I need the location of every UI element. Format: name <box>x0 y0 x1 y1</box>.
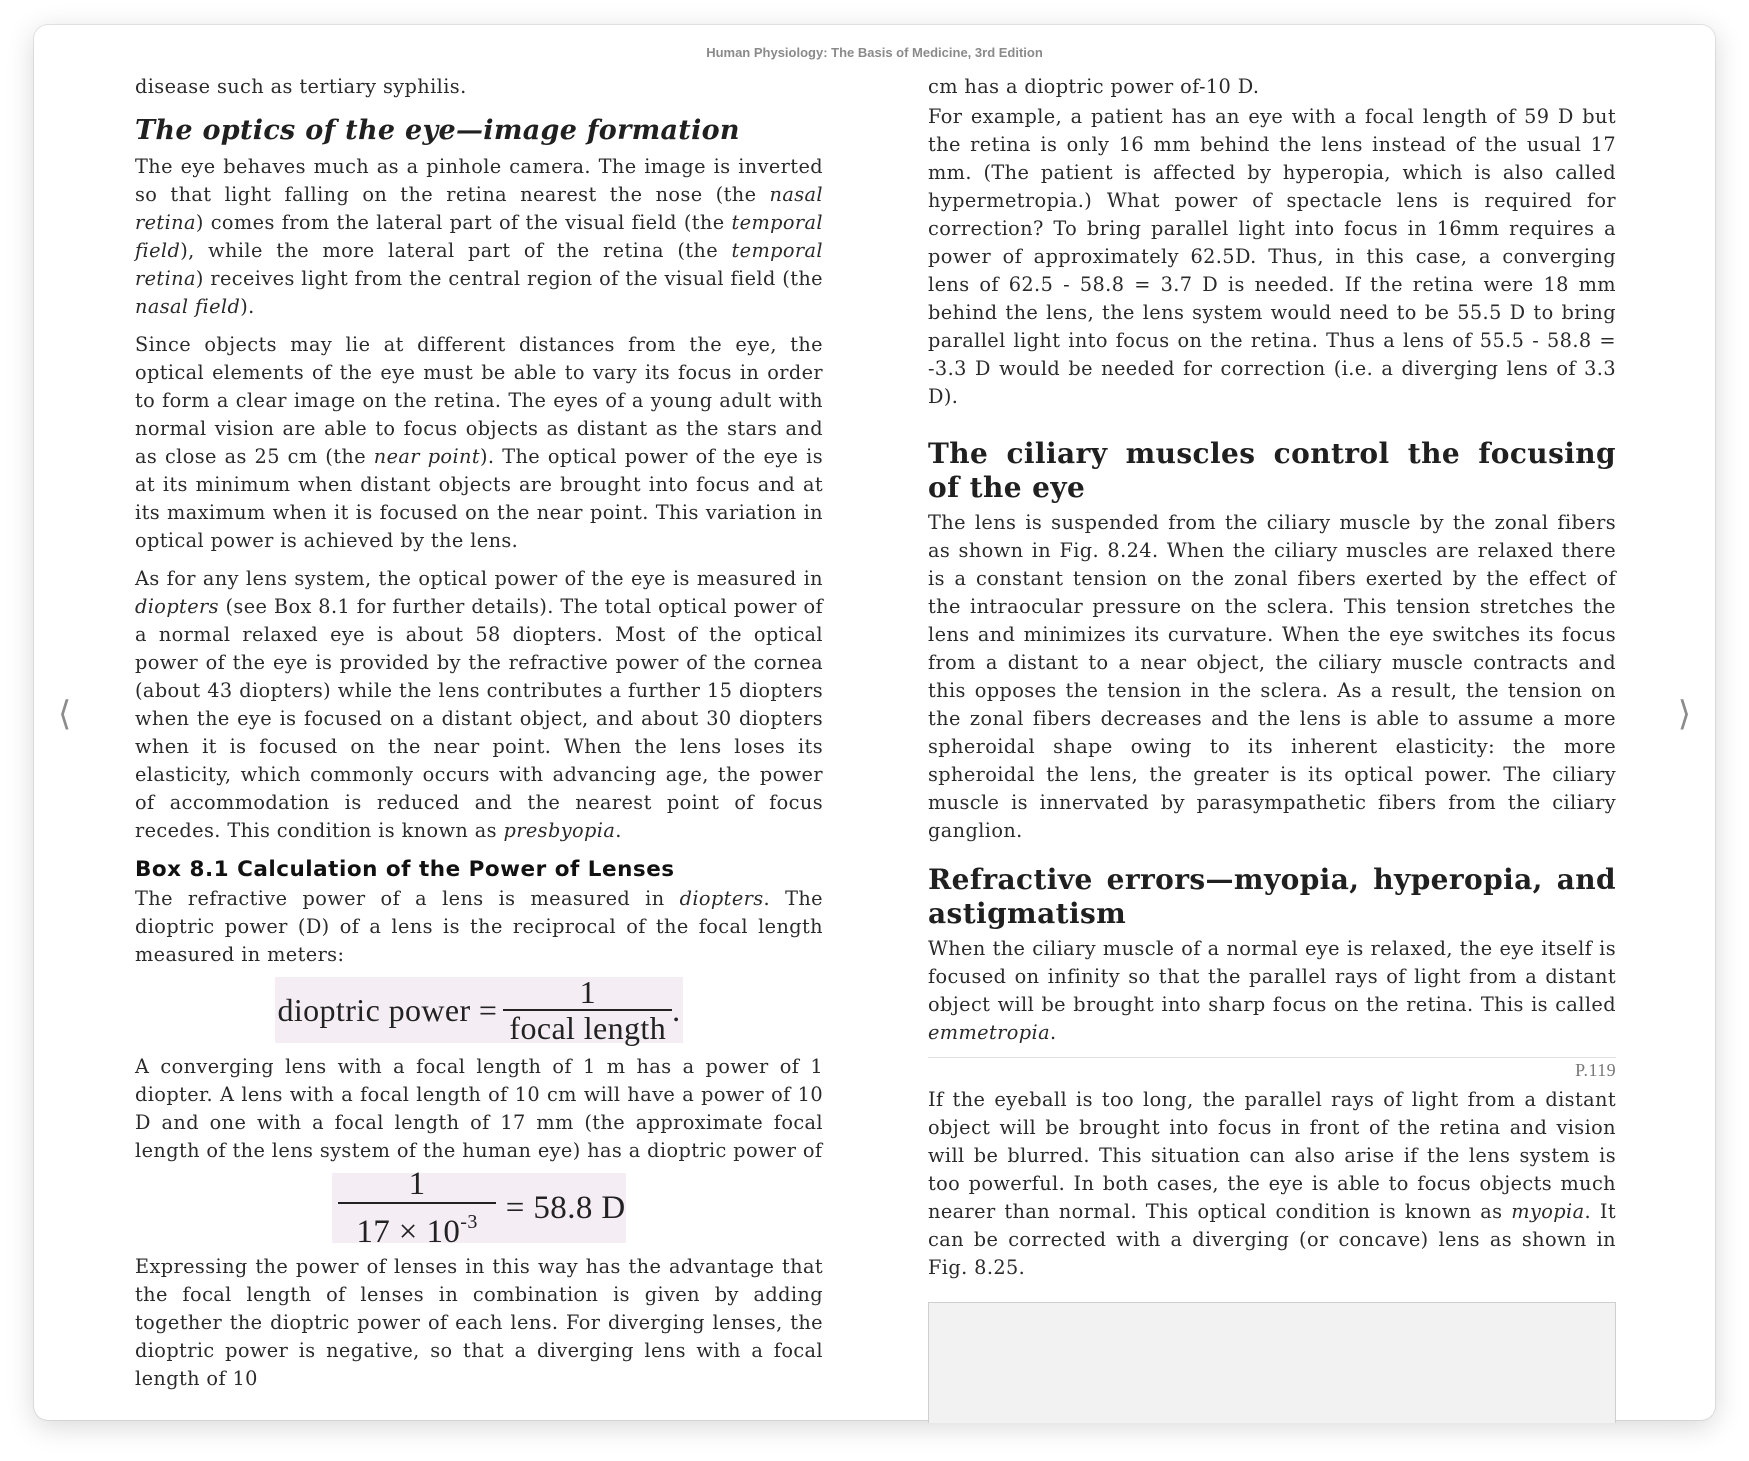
section-heading-optics: The optics of the eye—image formation <box>135 115 740 146</box>
paragraph: For example, a patient has an eye with a focal length of 59 D but the retina is only 16 mm behind the lens instead of the usual 17 mm. (The patient is affected by hyperopia, which is also called hypermetropia.) What power of spectacle lens is required for correction? To bring parallel light into focus in 16mm requires a power of approximately 62.5D. Thus, in this case, a converging lens of 62.5 - 58.8 = 3.7 D is needed. If the retina were 18 mm behind the lens, the lens system would need to be 55.5 D to bring parallel light into focus on the retina. Thus a lens of 55.5 - 58.8 = -3.3 D would be needed for correction (i.e. a diverging lens of 3.3 D). <box>928 105 1616 408</box>
paragraph: The lens is suspended from the ciliary muscle by the zonal fibers as shown in Fig. 8.24. When the ciliary muscles are relaxed there is a constant tension on the zonal fibers exerted by the effect of the intraocular pressure on the sclera. This tension stretches the lens and minimizes its curvature. When the eye switches its focus from a distant to a near object, the ciliary muscle contracts and this opposes the tension in the sclera. As a result, the tension on the zonal fibers decreases and the lens is able to assume a more spheroidal shape owing to its inherent elasticity: the more spheroidal the lens, the greater is its optical power. The ciliary muscle is innervated by parasympathetic fibers from the ciliary ganglion. <box>928 511 1616 842</box>
paragraph: Since objects may lie at different distances from the eye, the optical elements of the eye must be able to vary its focus in order to form a clear image on the retina. The eyes of a young adult with normal vision are able to focus objects as distant as the stars and as close as 25 cm (the near point). The optical power of the eye is at its minimum when distant objects are brought into focus and at its maximum when it is focused on the near point. This variation in optical power is achieved by the lens. <box>135 333 823 552</box>
paragraph: When the ciliary muscle of a normal eye is relaxed, the eye itself is focused on infinity so that the parallel rays of light from a distant object will be brought into sharp focus on the retina. This is called emmetropia. <box>928 937 1616 1044</box>
paragraph: A converging lens with a focal length of 1 m has a power of 1 diopter. A lens with a focal length of 10 cm will have a power of 10 D and one with a focal length of 17 mm (the approximate focal length of the lens system of the human eye) has a dioptric power of <box>135 1055 823 1162</box>
right-page <box>928 73 1616 1362</box>
paragraph: Expressing the power of lenses in this way has the advantage that the focal length of lenses in combination is given by adding together the dioptric power of each lens. For diverging lenses, the dioptric power is negative, so that a diverging lens with a focal length of 10 <box>135 1255 823 1390</box>
eye-power-formula: $\frac{1}{17 \times 10^{-3}}$ = 58.8 D <box>135 1173 823 1243</box>
box-heading: Box 8.1 Calculation of the Power of Lenses <box>135 857 675 882</box>
paragraph: cm has a dioptric power of-10 D. <box>928 75 1260 98</box>
book-title: Human Physiology: The Basis of Medicine, 3rd Edition <box>706 45 1043 60</box>
figure-placeholder <box>928 1302 1616 1423</box>
previous-page-chevron-icon[interactable]: ⟨ <box>58 694 72 734</box>
dioptric-power-formula: dioptric power = $\frac{1}{\text{focal length}}$ . <box>277 974 681 1046</box>
left-page <box>135 73 823 1390</box>
section-heading-refractive: Refractive errors—myopia, hyperopia, and astigmatism <box>928 863 1616 930</box>
page-number: P.119 <box>1575 1060 1616 1080</box>
next-page-chevron-icon[interactable]: ⟩ <box>1677 694 1691 734</box>
reader-window <box>34 25 1715 1420</box>
paragraph: The refractive power of a lens is measured in diopters. The dioptric power (D) of a lens is the reciprocal of the focal length measured in meters: <box>135 887 823 966</box>
paragraph: The eye behaves much as a pinhole camera. The image is inverted so that light falling on the retina nearest the nose (the nasal retina) comes from the lateral part of the visual field (the temporal field), while the more lateral part of the retina (the temporal retina) receives light from the central region of the visual field (the nasal field). <box>135 155 823 318</box>
paragraph: As for any lens system, the optical power of the eye is measured in diopters (see Box 8.1 for further details). The total optical power of a normal relaxed eye is about 58 diopters. Most of the optical power of the eye is provided by the refractive power of the cornea (about 43 diopters) while the lens contributes a further 15 diopters when the eye is focused on a distant object, and about 30 diopters when it is focused on the near point. When the lens loses its elasticity, which commonly occurs with advancing age, the power of accommodation is reduced and the nearest point of focus recedes. This condition is known as presbyopia. <box>135 567 823 842</box>
paragraph: disease such as tertiary syphilis. <box>135 75 467 98</box>
paragraph: If the eyeball is too long, the parallel rays of light from a distant object will be brought into focus in front of the retina and vision will be blurred. This situation can also arise if the lens system is too powerful. In both cases, the eye is able to focus objects much nearer than normal. This optical condition is known as myopia. It can be corrected with a diverging (or concave) lens as shown in Fig. 8.25. <box>928 1088 1616 1279</box>
section-heading-ciliary: The ciliary muscles control the focusing of the eye <box>928 437 1616 504</box>
